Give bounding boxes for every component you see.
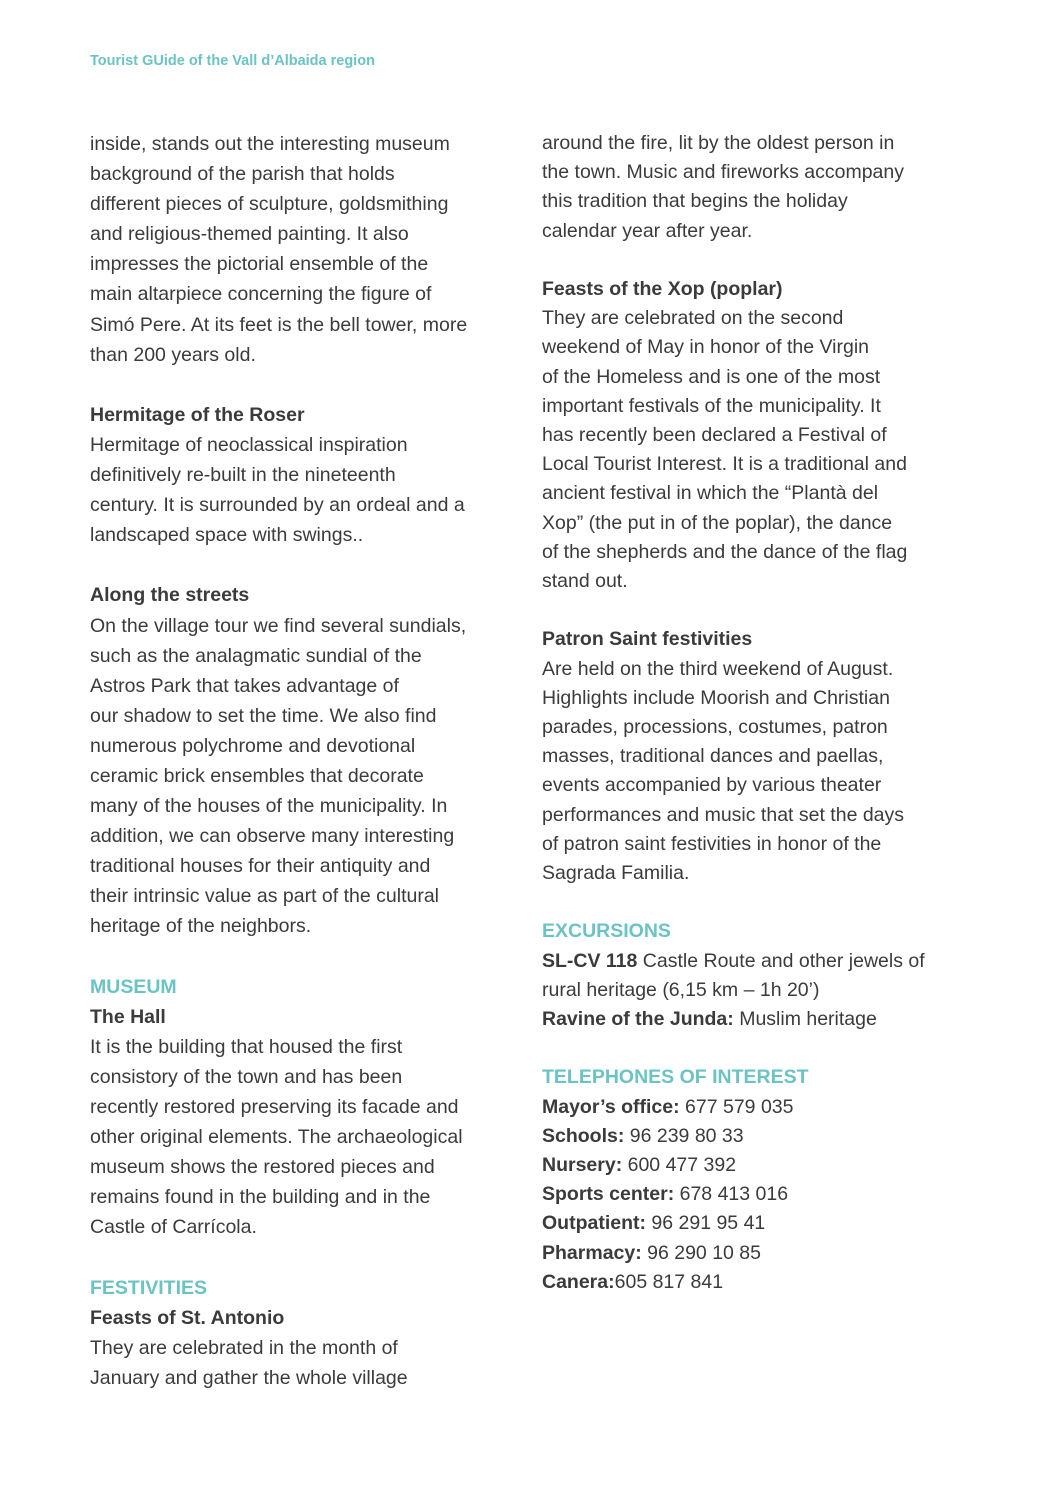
- excursions-section: [542, 917, 982, 1034]
- telephone-label: Nursery:: [542, 1154, 623, 1177]
- xop-paragraph: They are celebrated on the second weekend of May in honor of the Virgin of the Homeless and is one of the most important festivals of the municipality. It has recently been declared a Festival of Local Tourist Interest. It is a traditional and ancient festival in which the “Plantà del Xop” (the put in of the poplar), the dance of the shepherds and the dance of the flag stand out.: [542, 307, 908, 593]
- intro-paragraph: inside, stands out the interesting museum background of the parish that holds different pieces of sculpture, goldsmithing and religious-themed painting. It also impresses the pictorial ensemble of the main altarpiece concerning the figure of Simó Pere. At its feet is the bell tower, more than 200 years old.: [90, 133, 468, 366]
- excursions-section-heading: EXCURSIONS: [542, 920, 671, 943]
- telephone-label: Sports center:: [542, 1183, 675, 1206]
- excursion-text: Castle Route and other jewels of rural heritage (6,15 km – 1h 20’): [542, 949, 925, 1001]
- telephone-label: Outpatient:: [542, 1212, 646, 1235]
- telephone-item: [542, 1151, 982, 1180]
- hall-paragraph: It is the building that housed the first consistory of the town and has been recently restored preserving its facade and other original elements. The archaeological museum shows the restored pieces and remains found in the building and in the Castle of Carrícola.: [90, 1035, 463, 1239]
- patron-paragraph: Are held on the third weekend of August. Highlights include Moorish and Christian parades, processions, costumes, patron masses, traditional dances and paellas, events accompanied by various theater performances and music that set the days of patron saint festivities in honor of the Sagrada Familia.: [542, 657, 905, 885]
- telephone-item: [542, 1122, 982, 1151]
- telephone-label: Mayor’s office:: [542, 1095, 680, 1118]
- antonio-continued-paragraph: around the fire, lit by the oldest person in the town. Music and fireworks accompany this tradition that begins the holiday calendar year after year.: [542, 132, 904, 242]
- telephone-item: [542, 1209, 982, 1238]
- hermitage-paragraph: Hermitage of neoclassical inspiration definitively re-built in the nineteenth century. It is surrounded by an ordeal and a landscaped space with swings..: [90, 433, 465, 547]
- telephone-number: 678 413 016: [674, 1183, 789, 1206]
- telephone-item: [542, 1180, 982, 1209]
- telephone-label: Canera:: [542, 1270, 615, 1293]
- telephone-number: 96 239 80 33: [624, 1124, 744, 1147]
- streets-section: [90, 580, 520, 941]
- antonio-paragraph: They are celebrated in the month of January and gather the whole village: [90, 1336, 408, 1389]
- right-column: [542, 129, 982, 1326]
- streets-heading: Along the streets: [90, 584, 250, 607]
- telephone-number: 677 579 035: [679, 1095, 794, 1118]
- streets-paragraph: On the village tour we find several sundials, such as the analagmatic sundial of the Astros Park that takes advantage of our shadow to set the time. We also find numerous polychrome and devotional ceramic brick ensembles that decorate many of the houses of the municipality. In addition, we can observe many interesting traditional houses for their antiquity and their intrinsic value as part of the cultural heritage of the neighbors.: [90, 614, 467, 938]
- telephone-item: [542, 1239, 982, 1268]
- telephone-number: 600 477 392: [622, 1154, 737, 1177]
- telephones-section-heading: TELEPHONES OF INTEREST: [542, 1066, 809, 1089]
- xop-section: [542, 275, 982, 596]
- excursion-label: Ravine of the Junda:: [542, 1008, 734, 1031]
- patron-section: [542, 625, 982, 888]
- antonio-heading: Feasts of St. Antonio: [90, 1306, 285, 1329]
- telephone-number: 96 290 10 85: [641, 1241, 761, 1264]
- left-column: [90, 129, 520, 1423]
- excursion-label: SL-CV 118: [542, 949, 638, 972]
- running-head: Tourist GUide of the Vall d’Albaida region: [90, 53, 375, 69]
- telephone-number: 605 817 841: [614, 1270, 724, 1293]
- telephone-number: 96 291 95 41: [645, 1212, 766, 1235]
- telephone-item: [542, 1268, 982, 1297]
- excursion-item: [542, 947, 982, 1005]
- museum-section: [90, 972, 520, 1243]
- excursion-item: [542, 1005, 982, 1034]
- telephones-section: [542, 1063, 982, 1297]
- festivities-section-heading: FESTIVITIES: [90, 1276, 208, 1299]
- telephone-item: [542, 1093, 982, 1122]
- hermitage-section: [90, 400, 520, 550]
- hall-heading: The Hall: [90, 1005, 166, 1028]
- hermitage-heading: Hermitage of the Roser: [90, 403, 305, 426]
- telephone-label: Schools:: [542, 1124, 625, 1147]
- festivities-section: [90, 1273, 520, 1393]
- excursion-text: Muslim heritage: [733, 1008, 877, 1031]
- museum-section-heading: MUSEUM: [90, 975, 177, 998]
- telephone-label: Pharmacy:: [542, 1241, 642, 1264]
- patron-heading: Patron Saint festivities: [542, 628, 753, 651]
- xop-heading: Feasts of the Xop (poplar): [542, 278, 783, 300]
